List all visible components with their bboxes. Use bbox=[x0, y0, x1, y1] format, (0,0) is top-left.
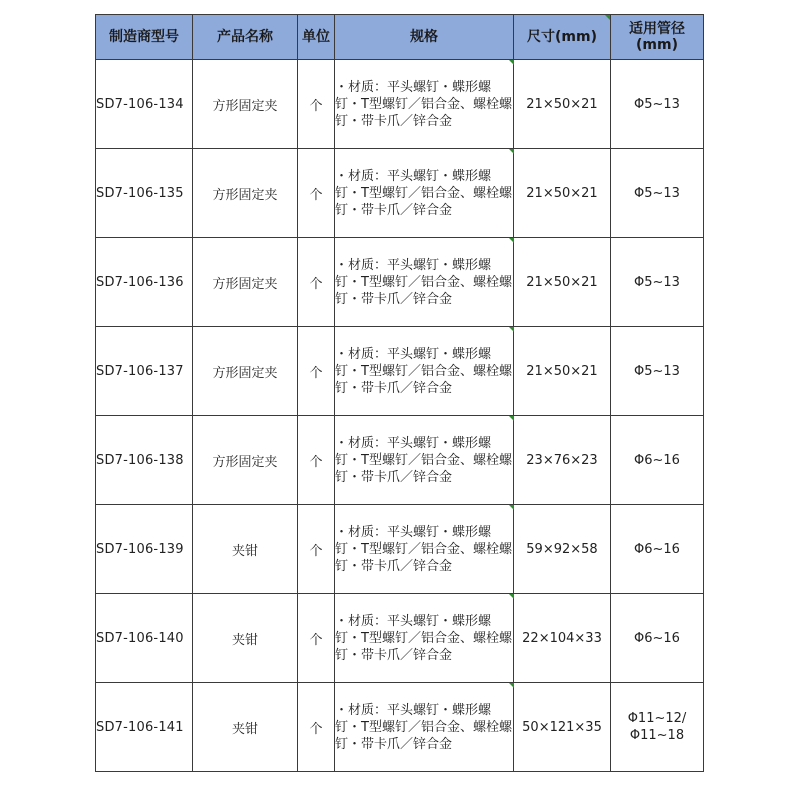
cell-spec-text: ・材质：平头螺钉・蝶形螺钉・T型螺钉／铝合金、螺栓螺钉・带卡爪／锌合金 bbox=[335, 79, 512, 129]
cell-size bbox=[514, 594, 611, 683]
table-row bbox=[96, 505, 704, 594]
table-row bbox=[96, 149, 704, 238]
cell-product-name bbox=[193, 238, 298, 327]
cell-unit-text: 个 bbox=[309, 543, 323, 559]
cell-size bbox=[514, 505, 611, 594]
cell-model-text: SD7-106-141 bbox=[96, 719, 184, 735]
cell-model-text: SD7-106-135 bbox=[96, 185, 184, 201]
cell-spec bbox=[335, 683, 514, 772]
cell-spec bbox=[335, 60, 514, 149]
header-model: 制造商型号 bbox=[96, 15, 193, 60]
cell-pipe-diameter bbox=[611, 594, 704, 683]
header-product-name: 产品名称 bbox=[193, 15, 298, 60]
cell-unit bbox=[298, 327, 335, 416]
cell-spec-text: ・材质：平头螺钉・蝶形螺钉・T型螺钉／铝合金、螺栓螺钉・带卡爪／锌合金 bbox=[335, 613, 512, 663]
cell-size-text: 59×92×58 bbox=[526, 541, 598, 557]
cell-model bbox=[96, 594, 193, 683]
cell-pipe-diameter-text: Φ11~12/ Φ11~18 bbox=[627, 711, 687, 743]
cell-unit bbox=[298, 416, 335, 505]
cell-product-name-text: 方形固定夹 bbox=[212, 454, 278, 470]
cell-unit-text: 个 bbox=[309, 276, 323, 292]
cell-spec-text: ・材质：平头螺钉・蝶形螺钉・T型螺钉／铝合金、螺栓螺钉・带卡爪／锌合金 bbox=[335, 168, 512, 218]
cell-size bbox=[514, 238, 611, 327]
cell-spec bbox=[335, 505, 514, 594]
product-spec-table bbox=[95, 14, 704, 772]
table-row bbox=[96, 238, 704, 327]
cell-pipe-diameter bbox=[611, 327, 704, 416]
cell-product-name bbox=[193, 327, 298, 416]
comment-marker-icon bbox=[605, 15, 610, 20]
table-row bbox=[96, 416, 704, 505]
cell-pipe-diameter-text: Φ6~16 bbox=[634, 452, 680, 468]
cell-size-text: 21×50×21 bbox=[526, 363, 598, 379]
header-dia-line2: (mm) bbox=[636, 37, 678, 53]
cell-model-text: SD7-106-140 bbox=[96, 630, 184, 646]
cell-size-text: 50×121×35 bbox=[522, 719, 602, 735]
cell-model-text: SD7-106-134 bbox=[96, 96, 184, 112]
header-pipe-diameter bbox=[611, 15, 704, 60]
cell-product-name-text: 夹钳 bbox=[231, 721, 258, 737]
cell-spec-text: ・材质：平头螺钉・蝶形螺钉・T型螺钉／铝合金、螺栓螺钉・带卡爪／锌合金 bbox=[335, 524, 512, 574]
cell-spec bbox=[335, 238, 514, 327]
cell-pipe-diameter-text: Φ6~16 bbox=[634, 541, 680, 557]
cell-product-name-text: 方形固定夹 bbox=[212, 276, 278, 292]
cell-product-name-text: 夹钳 bbox=[231, 543, 258, 559]
cell-product-name bbox=[193, 594, 298, 683]
cell-product-name-text: 夹钳 bbox=[231, 632, 258, 648]
header-unit: 单位 bbox=[298, 15, 335, 60]
header-row bbox=[96, 15, 704, 60]
cell-unit bbox=[298, 149, 335, 238]
cell-spec bbox=[335, 416, 514, 505]
cell-model-text: SD7-106-137 bbox=[96, 363, 184, 379]
cell-product-name bbox=[193, 149, 298, 238]
cell-pipe-diameter bbox=[611, 416, 704, 505]
cell-model bbox=[96, 416, 193, 505]
cell-product-name bbox=[193, 683, 298, 772]
cell-unit-text: 个 bbox=[309, 721, 323, 737]
cell-pipe-diameter-text: Φ6~16 bbox=[634, 630, 680, 646]
cell-spec bbox=[335, 327, 514, 416]
cell-product-name bbox=[193, 416, 298, 505]
cell-size bbox=[514, 149, 611, 238]
cell-pipe-diameter-text: Φ5~13 bbox=[634, 363, 680, 379]
cell-unit-text: 个 bbox=[309, 454, 323, 470]
cell-unit bbox=[298, 60, 335, 149]
header-dia-line1: 适用管径 bbox=[629, 21, 685, 37]
cell-unit bbox=[298, 505, 335, 594]
cell-size-text: 21×50×21 bbox=[526, 185, 598, 201]
cell-spec-text: ・材质：平头螺钉・蝶形螺钉・T型螺钉／铝合金、螺栓螺钉・带卡爪／锌合金 bbox=[335, 257, 512, 307]
cell-size bbox=[514, 327, 611, 416]
cell-size-text: 22×104×33 bbox=[522, 630, 602, 646]
cell-pipe-diameter-text: Φ5~13 bbox=[634, 96, 680, 112]
header-size bbox=[514, 15, 611, 60]
cell-spec bbox=[335, 149, 514, 238]
cell-pipe-diameter bbox=[611, 149, 704, 238]
cell-model bbox=[96, 149, 193, 238]
cell-size bbox=[514, 416, 611, 505]
cell-spec-text: ・材质：平头螺钉・蝶形螺钉・T型螺钉／铝合金、螺栓螺钉・带卡爪／锌合金 bbox=[335, 435, 512, 485]
table-row bbox=[96, 683, 704, 772]
cell-unit-text: 个 bbox=[309, 632, 323, 648]
cell-product-name-text: 方形固定夹 bbox=[212, 187, 278, 203]
cell-size-text: 23×76×23 bbox=[526, 452, 598, 468]
table-row bbox=[96, 327, 704, 416]
cell-size-text: 21×50×21 bbox=[526, 274, 598, 290]
cell-pipe-diameter bbox=[611, 60, 704, 149]
cell-model bbox=[96, 327, 193, 416]
cell-model bbox=[96, 683, 193, 772]
cell-unit bbox=[298, 238, 335, 327]
cell-model-text: SD7-106-136 bbox=[96, 274, 184, 290]
cell-model bbox=[96, 505, 193, 594]
table-row bbox=[96, 60, 704, 149]
cell-pipe-diameter-text: Φ5~13 bbox=[634, 274, 680, 290]
cell-spec-text: ・材质：平头螺钉・蝶形螺钉・T型螺钉／铝合金、螺栓螺钉・带卡爪／锌合金 bbox=[335, 702, 512, 752]
header-size-label: 尺寸(mm) bbox=[527, 29, 597, 45]
cell-product-name-text: 方形固定夹 bbox=[212, 98, 278, 114]
cell-product-name bbox=[193, 505, 298, 594]
cell-model bbox=[96, 238, 193, 327]
cell-pipe-diameter-text: Φ5~13 bbox=[634, 185, 680, 201]
cell-product-name-text: 方形固定夹 bbox=[212, 365, 278, 381]
cell-model bbox=[96, 60, 193, 149]
cell-unit-text: 个 bbox=[309, 187, 323, 203]
header-spec: 规格 bbox=[335, 15, 514, 60]
cell-pipe-diameter bbox=[611, 238, 704, 327]
cell-unit bbox=[298, 683, 335, 772]
table-row bbox=[96, 594, 704, 683]
cell-model-text: SD7-106-139 bbox=[96, 541, 184, 557]
cell-unit-text: 个 bbox=[309, 365, 323, 381]
cell-pipe-diameter bbox=[611, 505, 704, 594]
cell-unit bbox=[298, 594, 335, 683]
cell-size bbox=[514, 683, 611, 772]
cell-size bbox=[514, 60, 611, 149]
cell-product-name bbox=[193, 60, 298, 149]
cell-size-text: 21×50×21 bbox=[526, 96, 598, 112]
cell-unit-text: 个 bbox=[309, 98, 323, 114]
cell-spec-text: ・材质：平头螺钉・蝶形螺钉・T型螺钉／铝合金、螺栓螺钉・带卡爪／锌合金 bbox=[335, 346, 512, 396]
cell-spec bbox=[335, 594, 514, 683]
cell-pipe-diameter bbox=[611, 683, 704, 772]
cell-model-text: SD7-106-138 bbox=[96, 452, 184, 468]
